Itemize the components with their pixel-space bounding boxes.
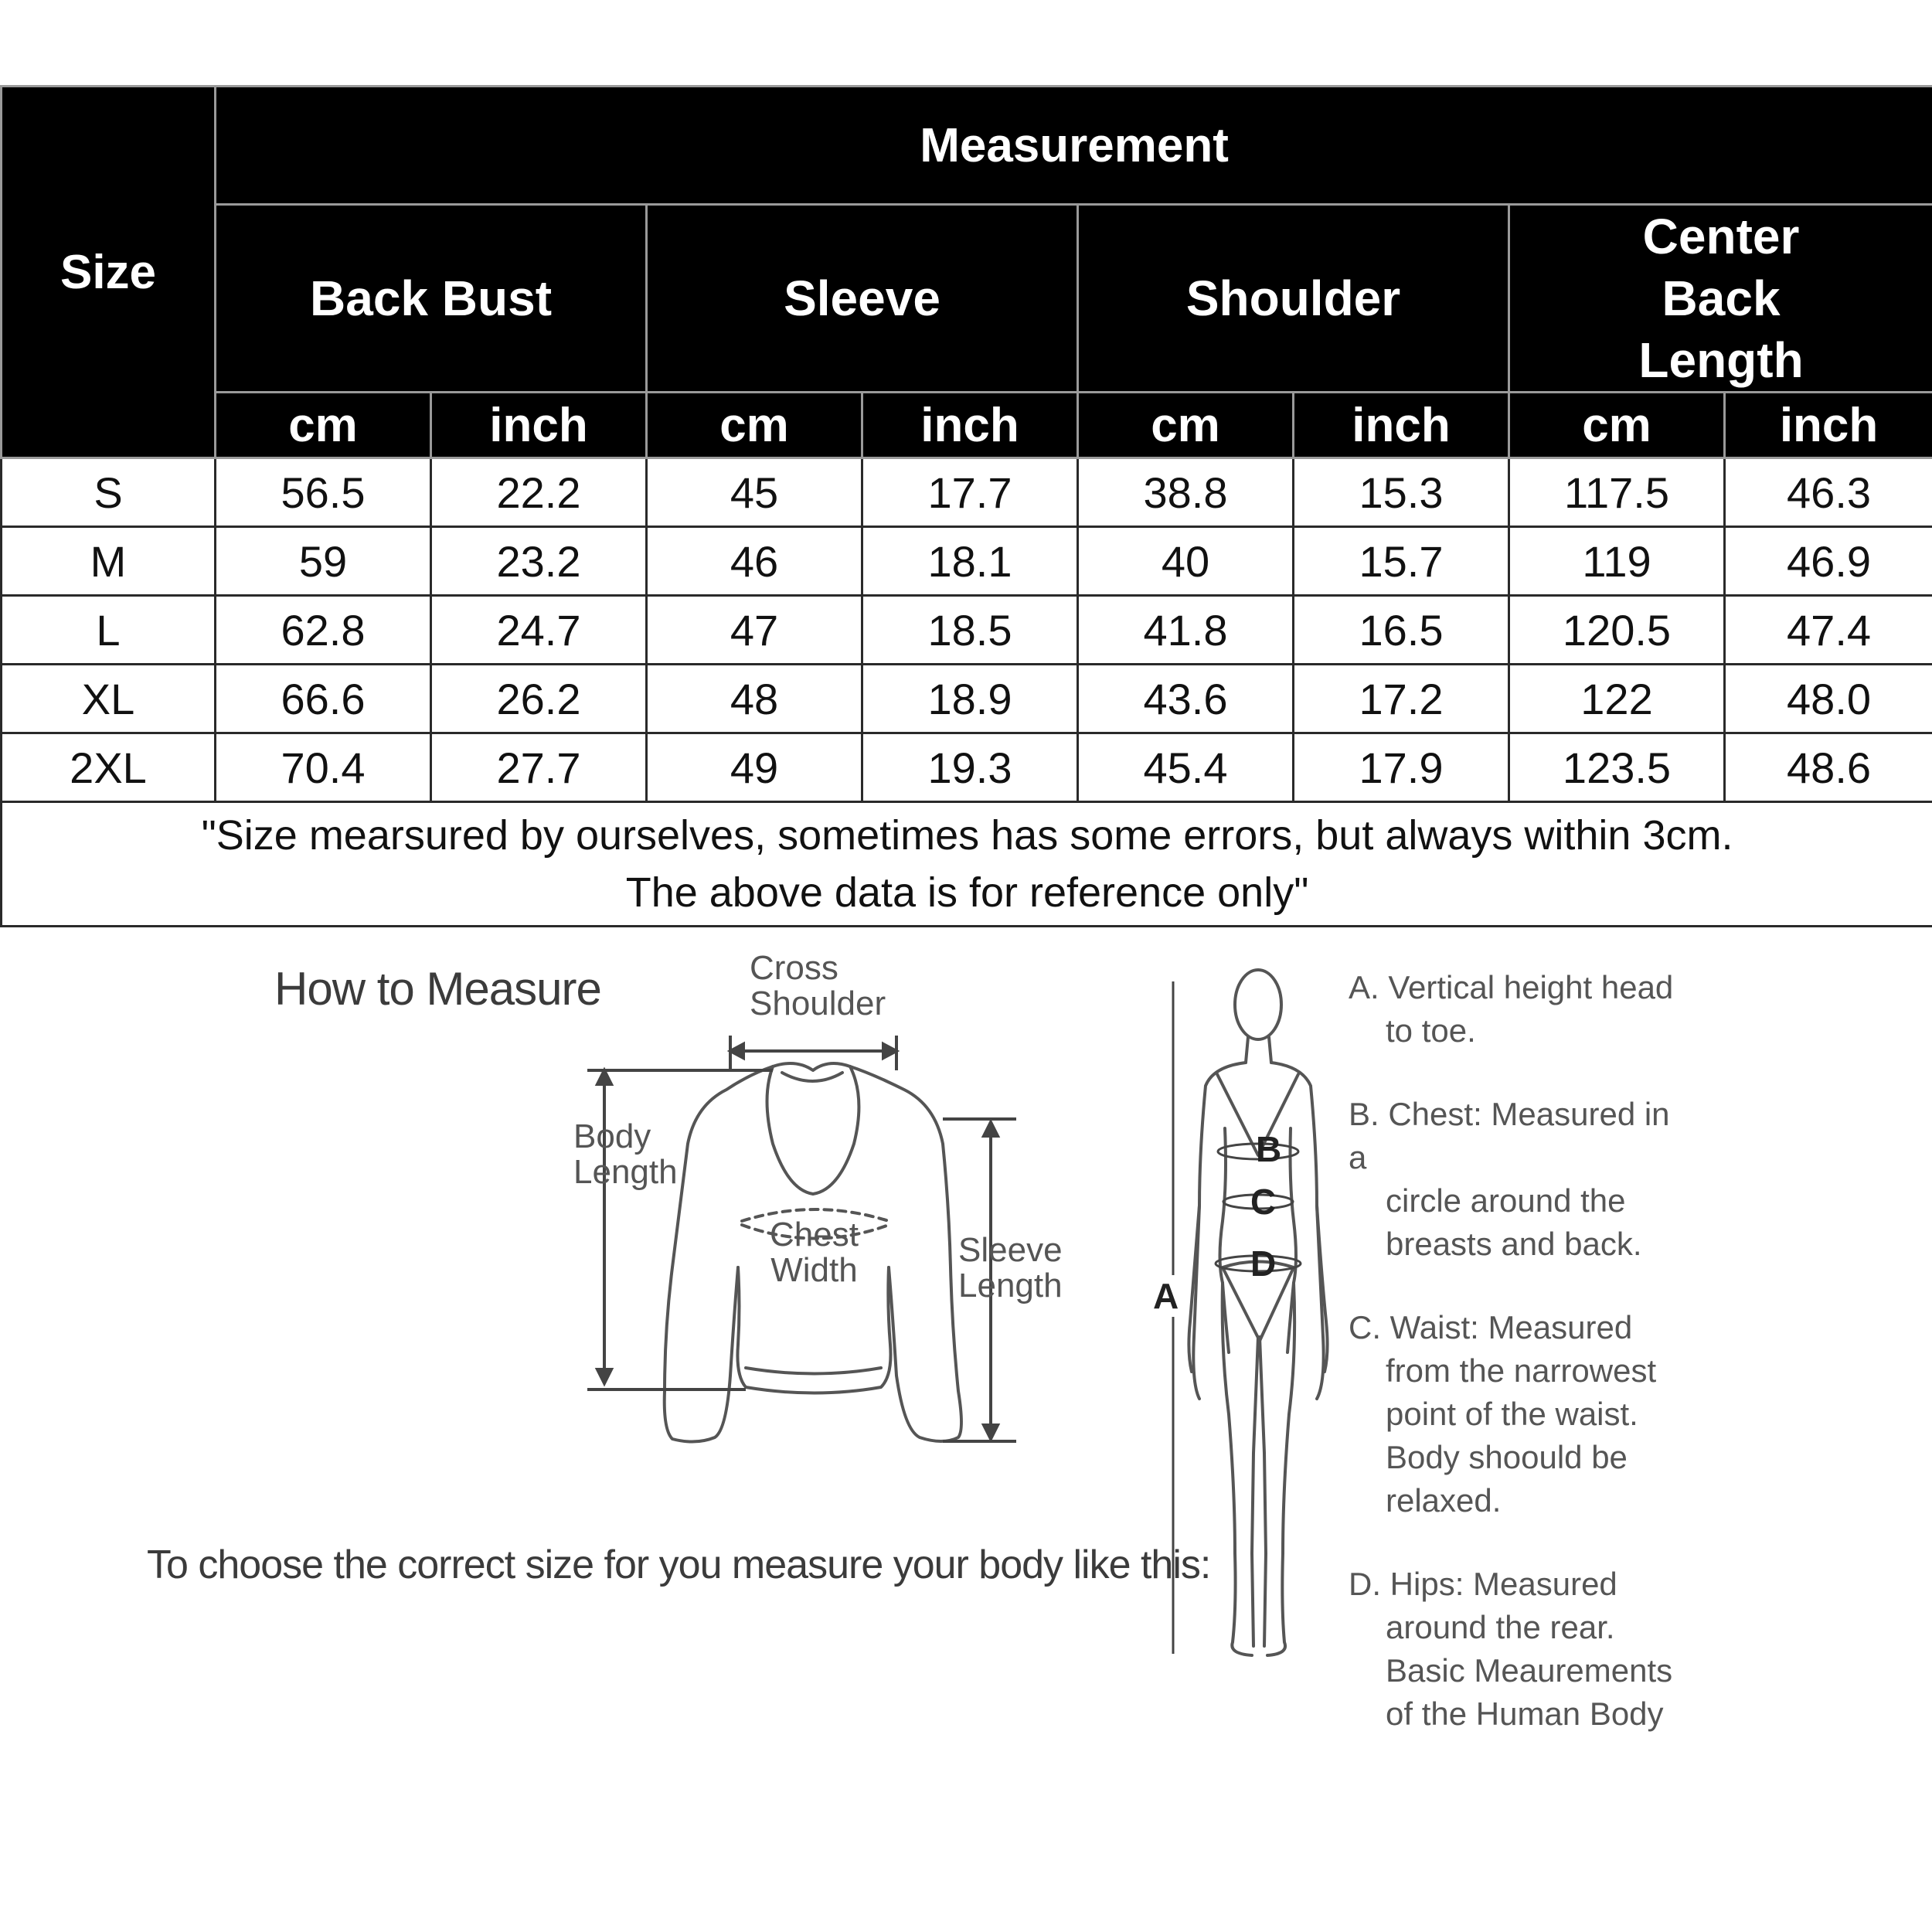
human-body-figure [1151, 951, 1337, 1677]
value-cell: 24.7 [431, 596, 647, 665]
center-back-length-header: Center Back Length [1509, 205, 1932, 393]
legend-item-b: B. Chest: Measured in a circle around the breasts and back. [1349, 1096, 1670, 1262]
value-cell: 22.2 [431, 458, 647, 527]
figure-label-a: A [1153, 1276, 1179, 1316]
value-cell: 119 [1509, 527, 1725, 596]
cross-shoulder-label: Cross Shoulder [750, 949, 886, 1022]
size-cell: XL [2, 665, 216, 733]
value-cell: 62.8 [216, 596, 431, 665]
size-cell: 2XL [2, 733, 216, 802]
value-cell: 46 [647, 527, 862, 596]
table-row [2, 665, 1932, 733]
value-cell: 27.7 [431, 733, 647, 802]
value-cell: 38.8 [1078, 458, 1294, 527]
measurement-header: Measurement [216, 87, 1932, 205]
value-cell: 23.2 [431, 527, 647, 596]
value-cell: 59 [216, 527, 431, 596]
unit-cm-header: cm [1078, 393, 1294, 458]
unit-inch-header: inch [431, 393, 647, 458]
value-cell: 26.2 [431, 665, 647, 733]
value-cell: 15.7 [1294, 527, 1509, 596]
value-cell: 18.9 [862, 665, 1078, 733]
figure-label-b: B [1256, 1129, 1282, 1169]
measurement-legend [1349, 966, 1689, 1776]
unit-inch-header: inch [1725, 393, 1932, 458]
value-cell: 19.3 [862, 733, 1078, 802]
legend-item-d: D. Hips: Measured around the rear. Basic Meaurements of the Human Body [1349, 1566, 1673, 1732]
unit-cm-header: cm [216, 393, 431, 458]
value-cell: 49 [647, 733, 862, 802]
choose-size-instruction: To choose the correct size for you measure your body like this: [147, 1543, 1211, 1587]
value-cell: 17.9 [1294, 733, 1509, 802]
sleeve-header: Sleeve [647, 205, 1078, 393]
value-cell: 120.5 [1509, 596, 1725, 665]
value-cell: 18.1 [862, 527, 1078, 596]
sleeve-length-label: Sleeve Length [958, 1231, 1063, 1304]
size-cell: L [2, 596, 216, 665]
figure-label-c: C [1250, 1182, 1277, 1222]
value-cell: 48.0 [1725, 665, 1932, 733]
size-header: Size [2, 87, 216, 458]
table-row [2, 527, 1932, 596]
table-row [2, 733, 1932, 802]
value-cell: 47.4 [1725, 596, 1932, 665]
back-bust-header: Back Bust [216, 205, 647, 393]
figure-label-d: D [1250, 1243, 1277, 1284]
value-cell: 70.4 [216, 733, 431, 802]
value-cell: 18.5 [862, 596, 1078, 665]
chest-width-label: Chest Width [770, 1216, 859, 1289]
unit-cm-header: cm [647, 393, 862, 458]
size-chart-table [0, 85, 1932, 927]
value-cell: 45 [647, 458, 862, 527]
shoulder-header: Shoulder [1078, 205, 1509, 393]
body-length-label: Body Length [573, 1117, 678, 1191]
value-cell: 46.3 [1725, 458, 1932, 527]
size-note [2, 802, 1932, 927]
unit-inch-header: inch [862, 393, 1078, 458]
value-cell: 123.5 [1509, 733, 1725, 802]
size-cell: S [2, 458, 216, 527]
size-note-line-2: The above data is for reference only" [625, 869, 1309, 916]
value-cell: 43.6 [1078, 665, 1294, 733]
table-row [2, 596, 1932, 665]
legend-item-a: A. Vertical height head to toe. [1349, 969, 1674, 1049]
garment-measurement-diagram [541, 943, 1082, 1484]
human-figure-icon [1151, 951, 1337, 1677]
size-cell: M [2, 527, 216, 596]
value-cell: 17.7 [862, 458, 1078, 527]
sweater-outline-icon [541, 943, 1082, 1484]
value-cell: 17.2 [1294, 665, 1509, 733]
value-cell: 41.8 [1078, 596, 1294, 665]
value-cell: 45.4 [1078, 733, 1294, 802]
value-cell: 46.9 [1725, 527, 1932, 596]
legend-item-c: C. Waist: Measured from the narrowest point of the waist. Body shoould be relaxed. [1349, 1309, 1657, 1519]
value-cell: 122 [1509, 665, 1725, 733]
value-cell: 48.6 [1725, 733, 1932, 802]
how-to-measure-title: How to Measure [274, 963, 601, 1015]
value-cell: 48 [647, 665, 862, 733]
value-cell: 16.5 [1294, 596, 1509, 665]
value-cell: 15.3 [1294, 458, 1509, 527]
value-cell: 117.5 [1509, 458, 1725, 527]
value-cell: 66.6 [216, 665, 431, 733]
value-cell: 47 [647, 596, 862, 665]
unit-inch-header: inch [1294, 393, 1509, 458]
size-note-line-1: "Size mearsured by ourselves, sometimes has some errors, but always within 3cm. [201, 812, 1733, 859]
table-row [2, 458, 1932, 527]
value-cell: 56.5 [216, 458, 431, 527]
unit-cm-header: cm [1509, 393, 1725, 458]
value-cell: 40 [1078, 527, 1294, 596]
